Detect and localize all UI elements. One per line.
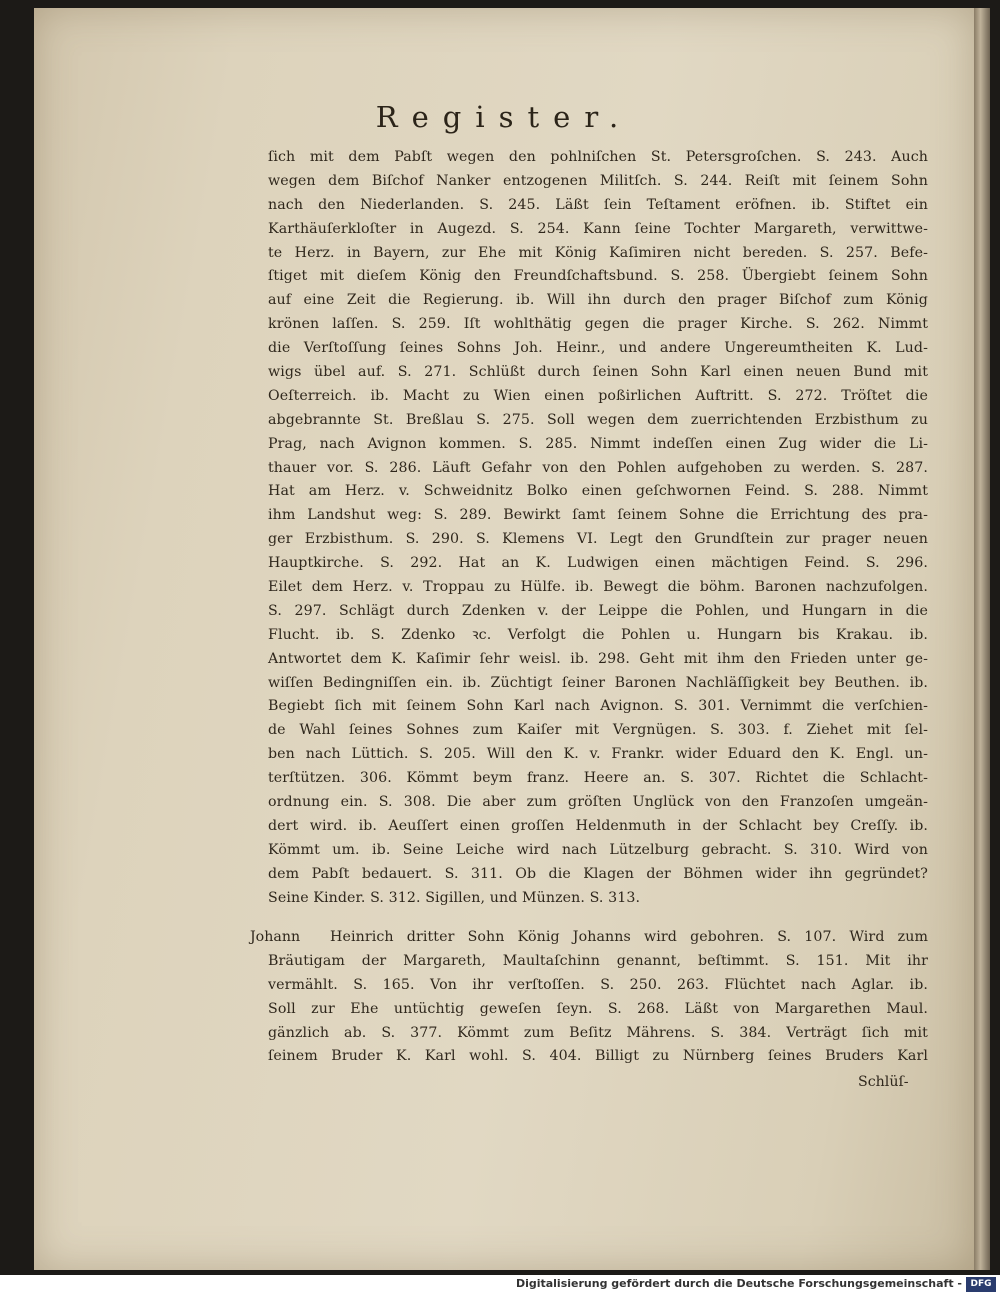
text-line: wiſſen Bedingniſſen ein. ib. Züchtigt ſeiner Baronen Nachläſſigkeit bey Beuthen. ib. [268,674,928,691]
text-line: Eilet dem Herz. v. Troppau zu Hülfe. ib. Bewegt die böhm. Baronen nachzufolgen. [268,579,928,596]
text-line: ordnung ein. S. 308. Die aber zum gröſten Unglück von den Franzoſen umgeän- [268,794,928,811]
register-entry-johann-heinrich [268,926,928,1069]
text-line: Flucht. ib. S. Zdenko ꝛc. Verfolgt die Pohlen u. Hungarn bis Krakau. ib. [268,626,928,643]
text-line: wegen dem Biſchof Nanker entzogenen Militſch. S. 244. Reiſt mit ſeinem Sohn [268,172,928,189]
text-line: vermählt. S. 165. Von ihr verſtoſſen. S. 250. 263. Flüchtet nach Aglar. ib. [268,976,928,993]
text-line: die Verſtoſſung ſeines Sohns Joh. Heinr., und andere Ungereumtheiten K. Lud- [268,340,928,357]
text-line: Begiebt ſich mit ſeinem Sohn Karl nach Avignon. S. 301. Vernimmt die verſchien- [268,698,928,715]
text-line: terſtützen. 306. Kömmt beym franz. Heere an. S. 307. Richtet die Schlacht- [268,770,928,787]
text-line: ger Erzbisthum. S. 290. S. Klemens VI. Legt den Grundſtein zur prager neuen [268,531,928,548]
text-line: Soll zur Ehe untüchtig geweſen ſeyn. S. 268. Läßt von Margarethen Maul. [268,1000,928,1017]
dfg-logo[interactable]: DFG [966,1277,996,1292]
text-line: nach den Niederlanden. S. 245. Läßt ſein Teſtament eröfnen. ib. Stiftet ein [268,196,928,213]
text-line: krönen laſſen. S. 259. Iſt wohlthätig gegen die prager Kirche. S. 262. Nimmt [268,316,928,333]
text-line: Seine Kinder. S. 312. Sigillen, und Münzen. S. 313. [268,889,641,906]
text-line: ſtiget mit dieſem König den Freundſchaftsbund. S. 258. Übergiebt ſeinem Sohn [268,268,928,285]
text-line: dert wird. ib. Aeuſſert einen groſſen Heldenmuth in der Schlacht bey Creſſy. ib. [268,817,928,834]
register-entry-continued [268,146,928,911]
text-line: S. 297. Schlägt durch Zdenken v. der Leippe die Pohlen, und Hungarn in die [268,602,928,619]
text-line: Hauptkirche. S. 292. Hat an K. Ludwigen einen mächtigen Feind. S. 296. [268,555,928,572]
digitization-footer [0,1275,1000,1295]
text-line: gänzlich ab. S. 377. Kömmt zum Beſitz Mährens. S. 384. Verträgt ſich mit [268,1024,928,1041]
text-line: auf eine Zeit die Regierung. ib. Will ihn durch den prager Biſchof zum König [268,292,928,309]
text-line: ihm Landshut weg: S. 289. Bewirkt ſamt ſeinem Sohne die Errichtung des pra- [268,507,928,524]
text-line: de Wahl ſeines Sohnes zum Kaiſer mit Vergnügen. S. 303. f. Ziehet mit ſel- [268,722,928,739]
text-line: thauer vor. S. 286. Läuft Gefahr von den Pohlen aufgehoben zu werden. S. 287. [268,459,928,476]
text-line: ben nach Lüttich. S. 205. Will den K. v. Frankr. wider Eduard den K. Engl. un- [268,746,928,763]
funding-notice: Digitalisierung gefördert durch die Deutsche Forschungsgemeinschaft - [515,1277,962,1290]
text-line: Karthäuſerkloſter in Augezd. S. 254. Kann ſeine Tochter Margareth, verwittwe- [268,220,928,237]
text-line: Oeſterreich. ib. Macht zu Wien einen poßirlichen Auftritt. S. 272. Tröſtet die [268,387,928,404]
text-line: Prag, nach Avignon kommen. S. 285. Nimmt indeſſen einen Zug wider die Li- [268,435,928,452]
text-line: te Herz. in Bayern, zur Ehe mit König Kaſimiren nicht bereden. S. 257. Befe- [268,244,928,261]
page-edge [974,8,990,1270]
text-line: Hat am Herz. v. Schweidnitz Bolko einen geſchwornen Feind. S. 288. Nimmt [268,483,928,500]
register-headword: Johann [250,929,301,945]
text-line: dem Pabſt bedauert. S. 311. Ob die Klagen der Böhmen wider ihn gegründet? [268,865,928,882]
text-line: wigs übel auf. S. 271. Schlüßt durch ſeinen Sohn Karl einen neuen Bund mit [268,364,928,381]
catchword: Schlüſ- [858,1074,909,1090]
text-line: Bräutigam der Margareth, Maultaſchinn genannt, beſtimmt. S. 151. Mit ihr [268,952,928,969]
text-line: abgebrannte St. Breßlau S. 275. Soll wegen dem zuerrichtenden Erzbisthum zu [268,411,928,428]
text-line: ſeinem Bruder K. Karl wohl. S. 404. Billigt zu Nürnberg ſeines Bruders Karl [268,1048,928,1065]
text-line: Kömmt um. ib. Seine Leiche wird nach Lützelburg gebracht. S. 310. Wird von [268,841,928,858]
text-line: ſich mit dem Pabſt wegen den pohlniſchen St. Petersgroſchen. S. 243. Auch [268,149,928,165]
text-line: Antwortet dem K. Kaſimir ſehr weisl. ib. 298. Geht mit ihm den Frieden unter ge- [268,650,928,667]
running-title: Register. [375,100,633,134]
text-line: Heinrich dritter Sohn König Johanns wird gebohren. S. 107. Wird zum [330,929,928,945]
